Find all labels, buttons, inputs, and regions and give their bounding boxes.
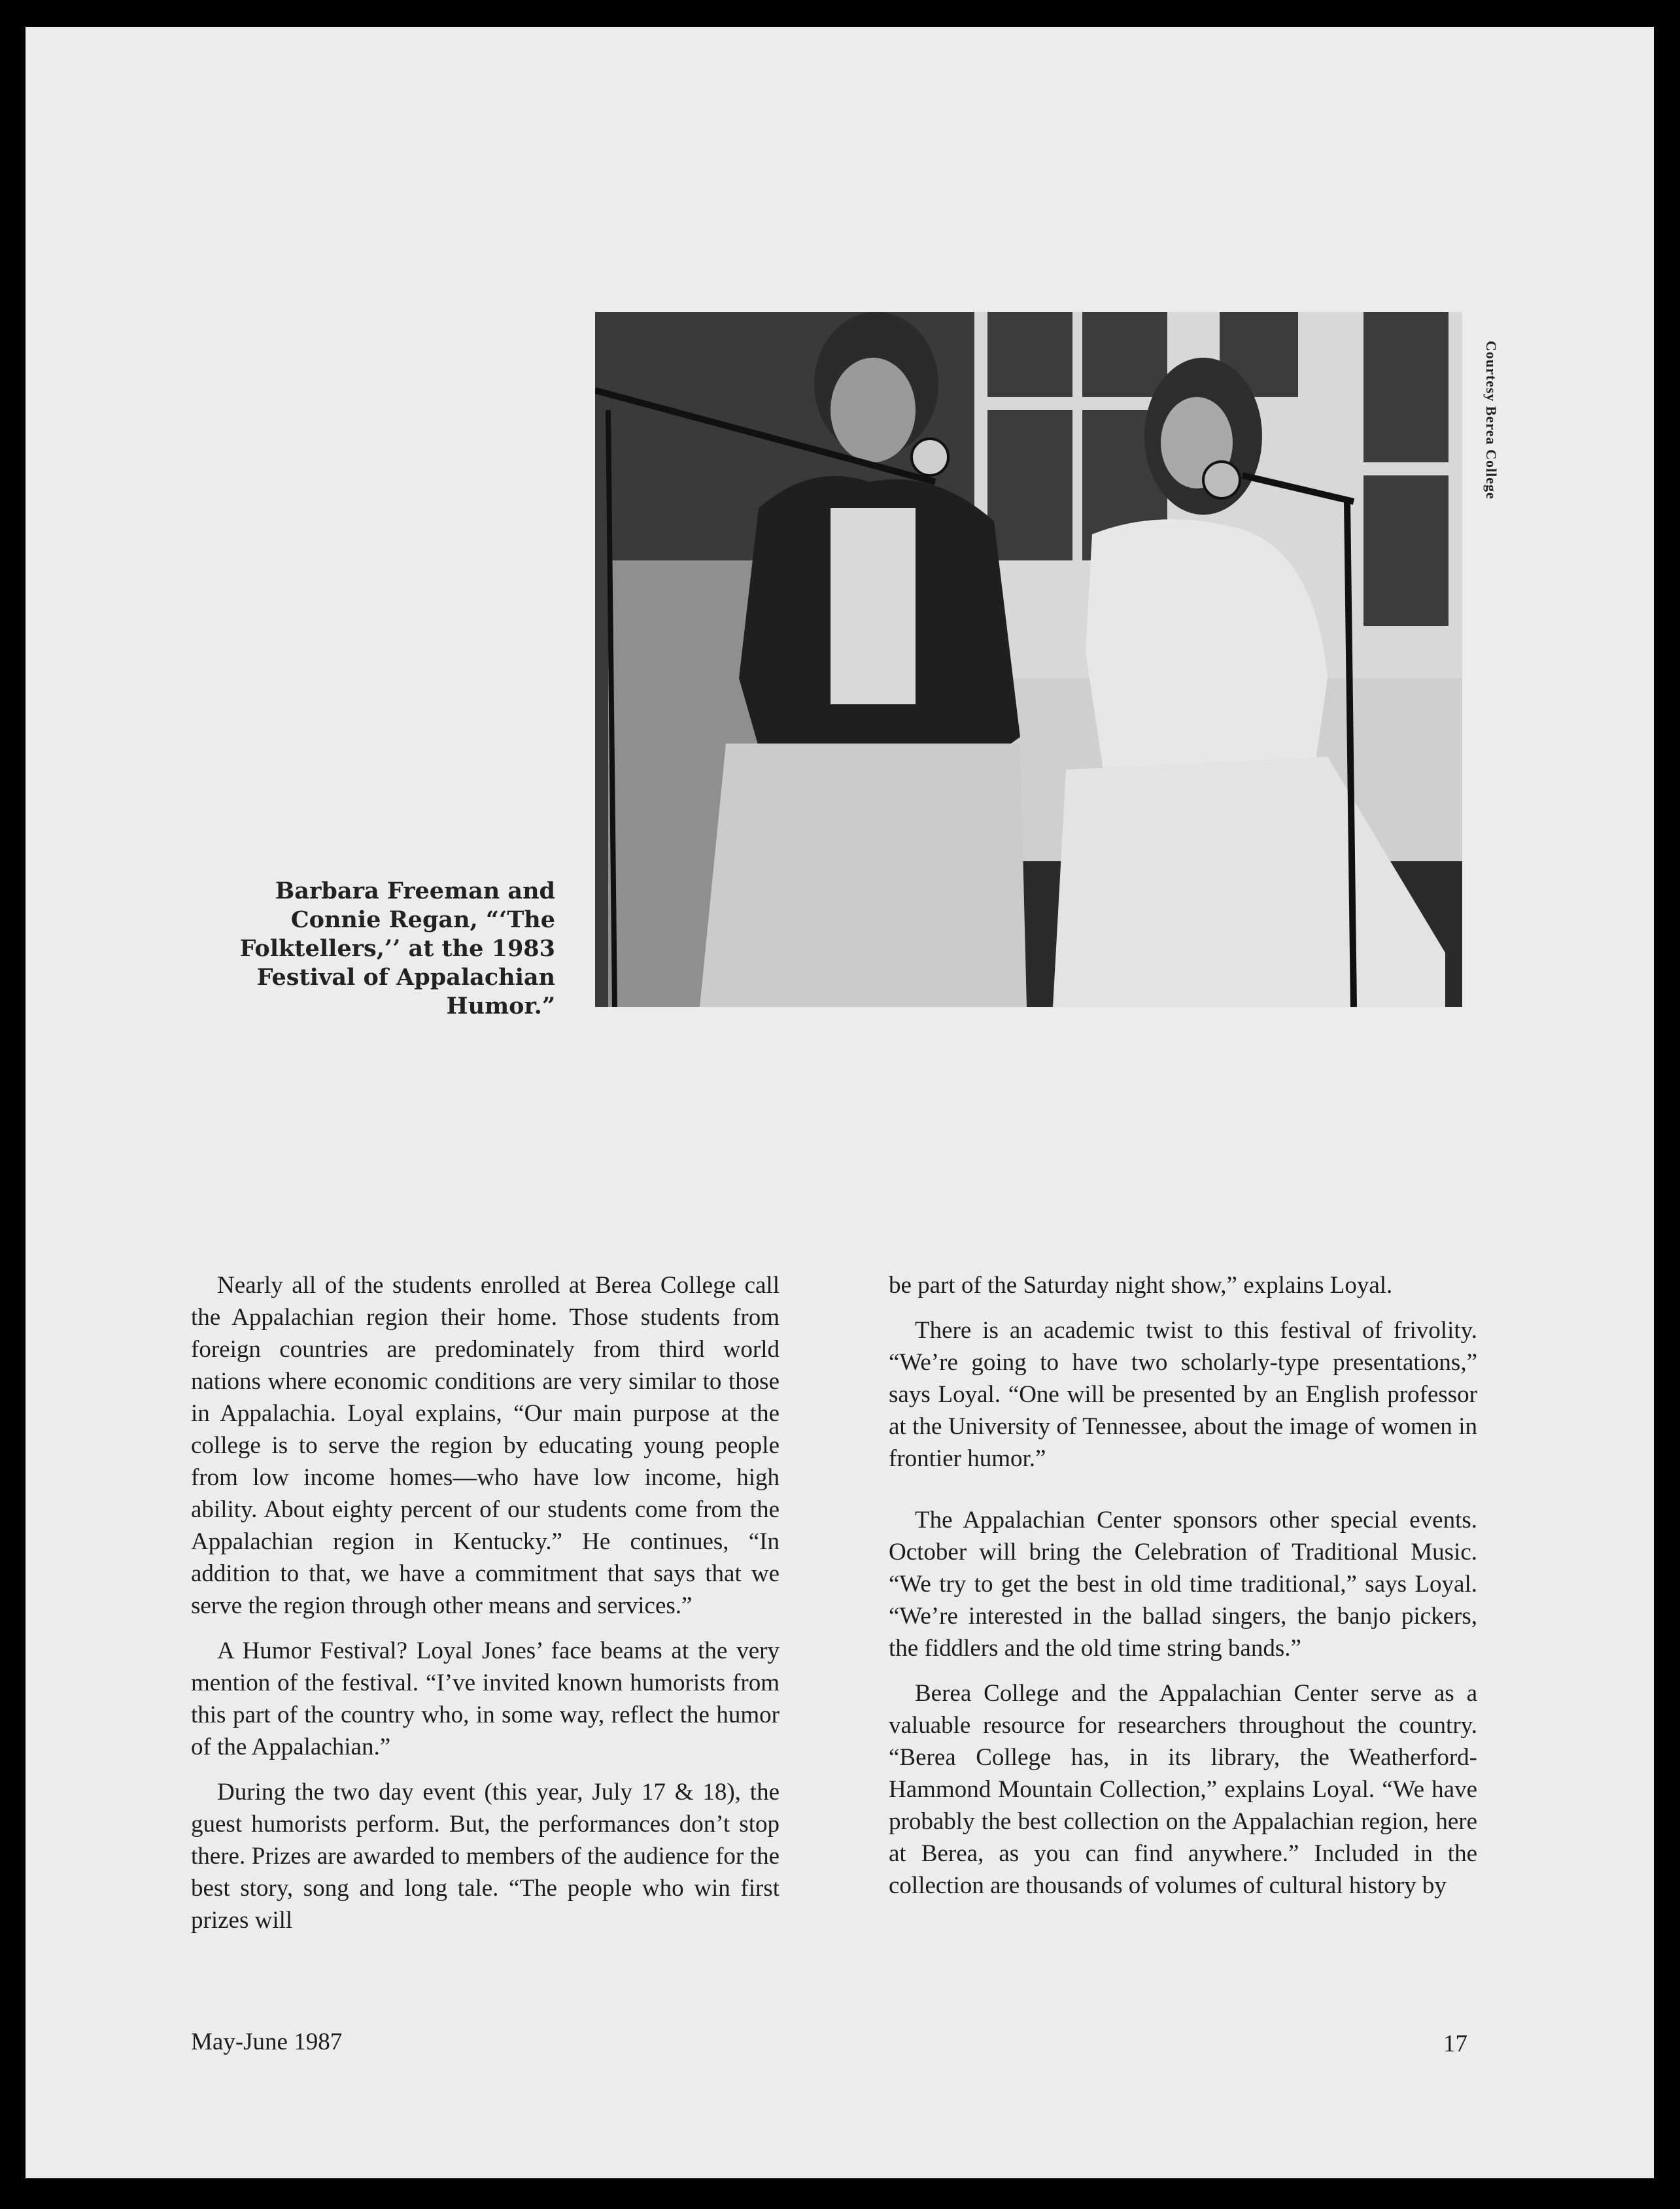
folktellers-photo <box>595 312 1462 1007</box>
article-paragraph: The Appalachian Center sponsors other special events. October will bring the Celebration of Traditional Music. “We try to get the best in old time traditional,” says Loyal. “We’re interested in the ballad singers, the banjo pickers, the fiddlers and the old time string bands.” <box>889 1507 1477 1662</box>
photo-illustration <box>595 312 1462 1007</box>
article-paragraph: Nearly all of the students enrolled at Berea College call the Appalachian region their home. Those students from foreign countries are predominately from third world nations where economic conditions are very similar to those in Appalachia. Loyal explains, “Our main purpose at the college is to serve the region by educating young people from low income homes—who have low income, high ability. About eighty percent of our students come from the Appalachian region in Kentucky.” He continues, “In addition to that, we have a commitment that says that we serve the region through other means and services.” <box>191 1272 780 1619</box>
article-paragraph: Berea College and the Appalachian Center serve as a valuable resource for researchers throughout the country. “Berea College has, in its library, the Weatherford-Hammond Mountain Collection,” explains Loyal. “We have probably the best collection on the Appalachian region, here at Berea, as you can find anywhere.” Included in the collection are thousands of volumes of cultural history by <box>889 1680 1477 1899</box>
photo-caption <box>222 877 555 1021</box>
page-number: 17 <box>1443 2030 1467 2057</box>
article-paragraph: There is an academic twist to this festival of frivolity. “We’re going to have two scholarly-type presentations,” says Loyal. “One will be presented by an English professor at the University of Tennessee, about the image of women in frontier humor.” <box>889 1317 1477 1472</box>
issue-date: May-June 1987 <box>191 2029 343 2055</box>
magazine-page <box>26 27 1654 2178</box>
article-left-column <box>191 1269 780 1949</box>
photo-caption-text: Barbara Freeman and Connie Regan, “‘The Folktellers,’’ at the 1983 Festival of Appalachian Humor.” <box>239 878 555 1019</box>
article-paragraph: During the two day event (this year, July 17 & 18), the guest humorists perform. But, the performances don’t stop there. Prizes are awarded to members of the audience for the best story, song and long tale. “The people who win first prizes will <box>191 1779 780 1934</box>
article-right-column <box>889 1269 1477 1915</box>
article-paragraph: be part of the Saturday night show,” explains Loyal. <box>889 1272 1393 1299</box>
article-paragraph: A Humor Festival? Loyal Jones’ face beams at the very mention of the festival. “I’ve invited known humorists from this part of the country who, in some way, reflect the humor of the Appalachian.” <box>191 1637 780 1760</box>
photo-credit: Courtesy Berea College <box>1483 341 1500 500</box>
